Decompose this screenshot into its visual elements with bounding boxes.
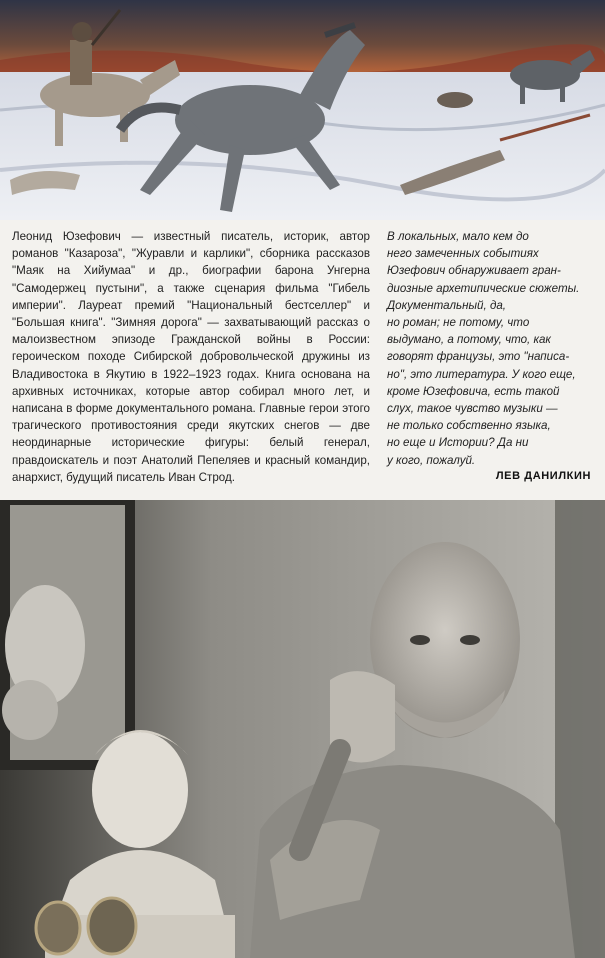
quote-line: говорят французы, это "написа- — [387, 350, 570, 364]
cover-painting — [0, 0, 605, 220]
quote-line: у кого, пожалуй. — [387, 453, 476, 467]
quote-line: кроме Юзефовича, есть такой — [387, 384, 560, 398]
mirror-frame — [0, 500, 135, 770]
quote-author: ЛЕВ ДАНИЛКИН — [495, 470, 591, 482]
quote-line: но", это литература. У кого еще, — [387, 367, 576, 381]
quote-line: Юзефович обнаруживает гран- — [387, 264, 561, 278]
quote-line: не только собственно языка, — [387, 419, 551, 433]
quote-line: слух, такое чувство музыки — — [387, 402, 558, 416]
quote-line: но еще и Истории? Да ни — [387, 436, 529, 450]
quote-line: но роман; не потому, что — [387, 316, 530, 330]
review-quote — [387, 228, 597, 469]
quote-line: диозные архетипические сюжеты. — [387, 281, 580, 295]
quote-line: выдумано, а потому, что, как — [387, 333, 551, 347]
author-bio — [12, 228, 370, 486]
author-photo — [0, 500, 605, 958]
bio-paragraph: Леонид Юзефович — известный писатель, историк, автор романов "Казароза", "Журавли и карлики", сборника рассказов "Маяк на Хийумаа" и др., биографии барона Унгерна "Самодержец пустыни", а также сценария фильма "Гибель империи". Лауреат премий "Национальный бестселлер" и "Большая книга". "Зимняя дорога" — захватывающий рассказ о малоизвестном эпизоде Гражданской войны в России: героическом походе Сибирской добровольческой дружины из Владивостока в Якутию в 1922–1923 годах. Книга основана на архивных источниках, которые автор собирал много лет, и написана в форме документального романа. Главные герои этого трагического противостояния среди якутских снегов — две неординарные исторические фигуры: белый генерал, правдоискатель и поэт Анатолий Пепеляев и красный командир, анархист, будущий писатель Иван Строд. — [12, 230, 370, 484]
quote-line: Документальный, да, — [387, 298, 507, 312]
quote-line: В локальных, мало кем до — [387, 230, 529, 243]
quote-line: него замеченных событиях — [387, 247, 539, 261]
